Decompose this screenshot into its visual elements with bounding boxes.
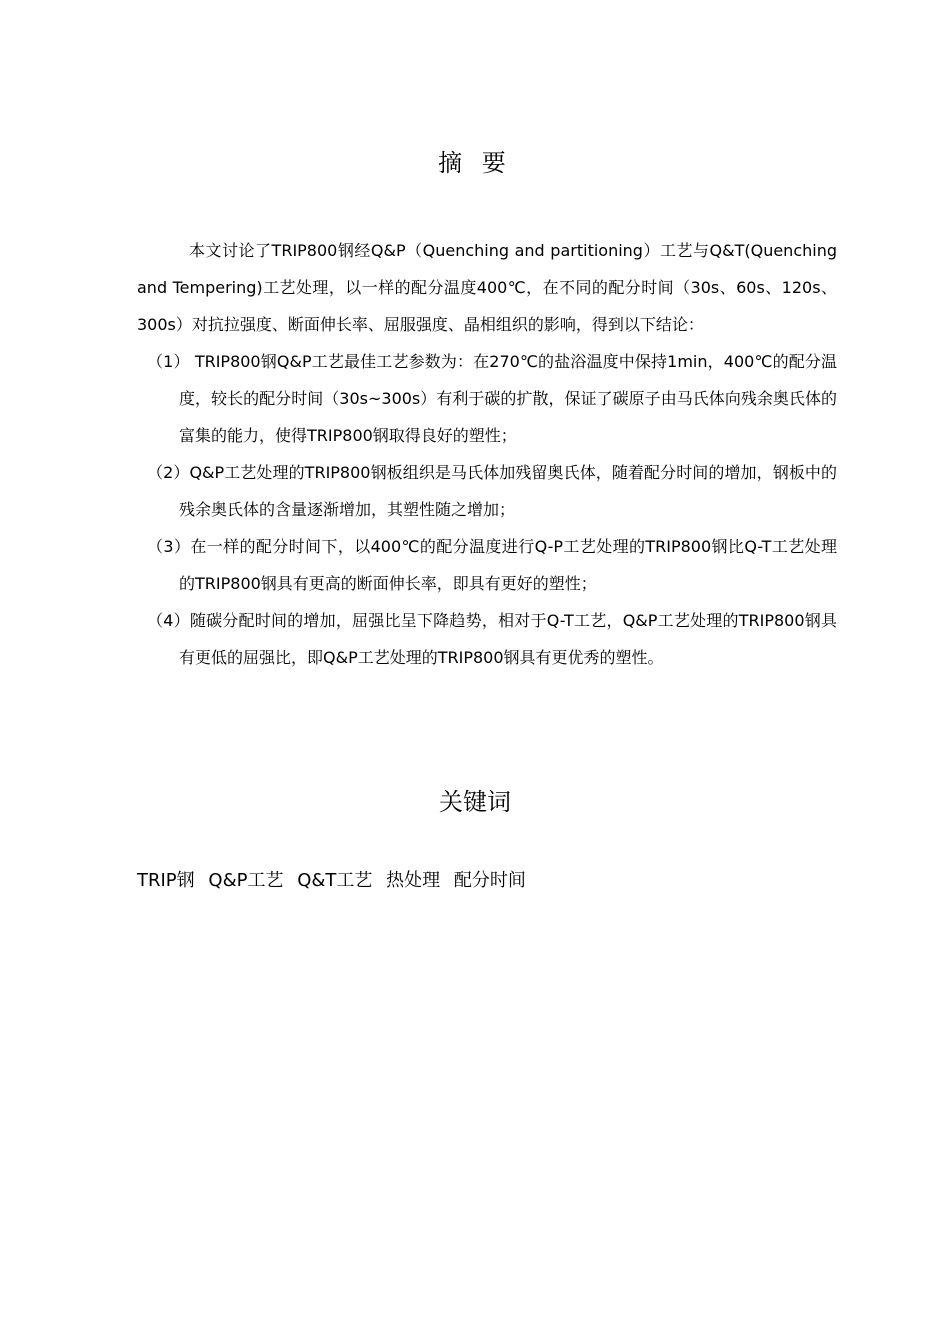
keyword-item: Q&P工艺 xyxy=(208,870,284,891)
conclusion-item-1: （1） TRIP800钢Q&P工艺最佳工艺参数为：在270℃的盐浴温度中保持1min，400℃的配分温度，较长的配分时间（30s~300s）有利于碳的扩散，保证了碳原子由马氏体向残余奥氏体的富集的能力，使得TRIP800钢取得良好的塑性； xyxy=(147,352,837,445)
keyword-item: Q&T工艺 xyxy=(297,870,373,891)
keywords-list xyxy=(137,866,534,896)
conclusion-item-4: （4）随碳分配时间的增加，屈强比呈下降趋势，相对于Q-T工艺，Q&P工艺处理的TRIP800钢具有更低的屈强比，即Q&P工艺处理的TRIP800钢具有更优秀的塑性。 xyxy=(147,611,837,667)
abstract-title: 摘 要 xyxy=(438,149,512,177)
keyword-item: 配分时间 xyxy=(453,870,526,891)
abstract-intro-paragraph: 本文讨论了TRIP800钢经Q&P（Quenching and partitioning）工艺与Q&T(Quenching and Tempering)工艺处理，以一样的配分温度400℃，在不同的配分时间（30s、60s、120s、300s）对抗拉强度、断面伸长率、屈服强度、晶相组织的影响，得到以下结论： xyxy=(137,241,837,334)
abstract-body xyxy=(137,232,837,676)
keyword-item: TRIP钢 xyxy=(137,870,195,891)
conclusion-list xyxy=(137,343,837,676)
keyword-item: 热处理 xyxy=(386,870,441,891)
conclusion-item-3: （3）在一样的配分时间下，以400℃的配分温度进行Q-P工艺处理的TRIP800钢比Q-T工艺处理的TRIP800钢具有更高的断面伸长率，即具有更好的塑性； xyxy=(147,537,837,593)
keywords-heading: 关键词 xyxy=(439,788,511,816)
conclusion-item-2: （2）Q&P工艺处理的TRIP800钢板组织是马氏体加残留奥氏体，随着配分时间的增加，钢板中的残余奥氏体的含量逐渐增加，其塑性随之增加； xyxy=(147,463,837,519)
